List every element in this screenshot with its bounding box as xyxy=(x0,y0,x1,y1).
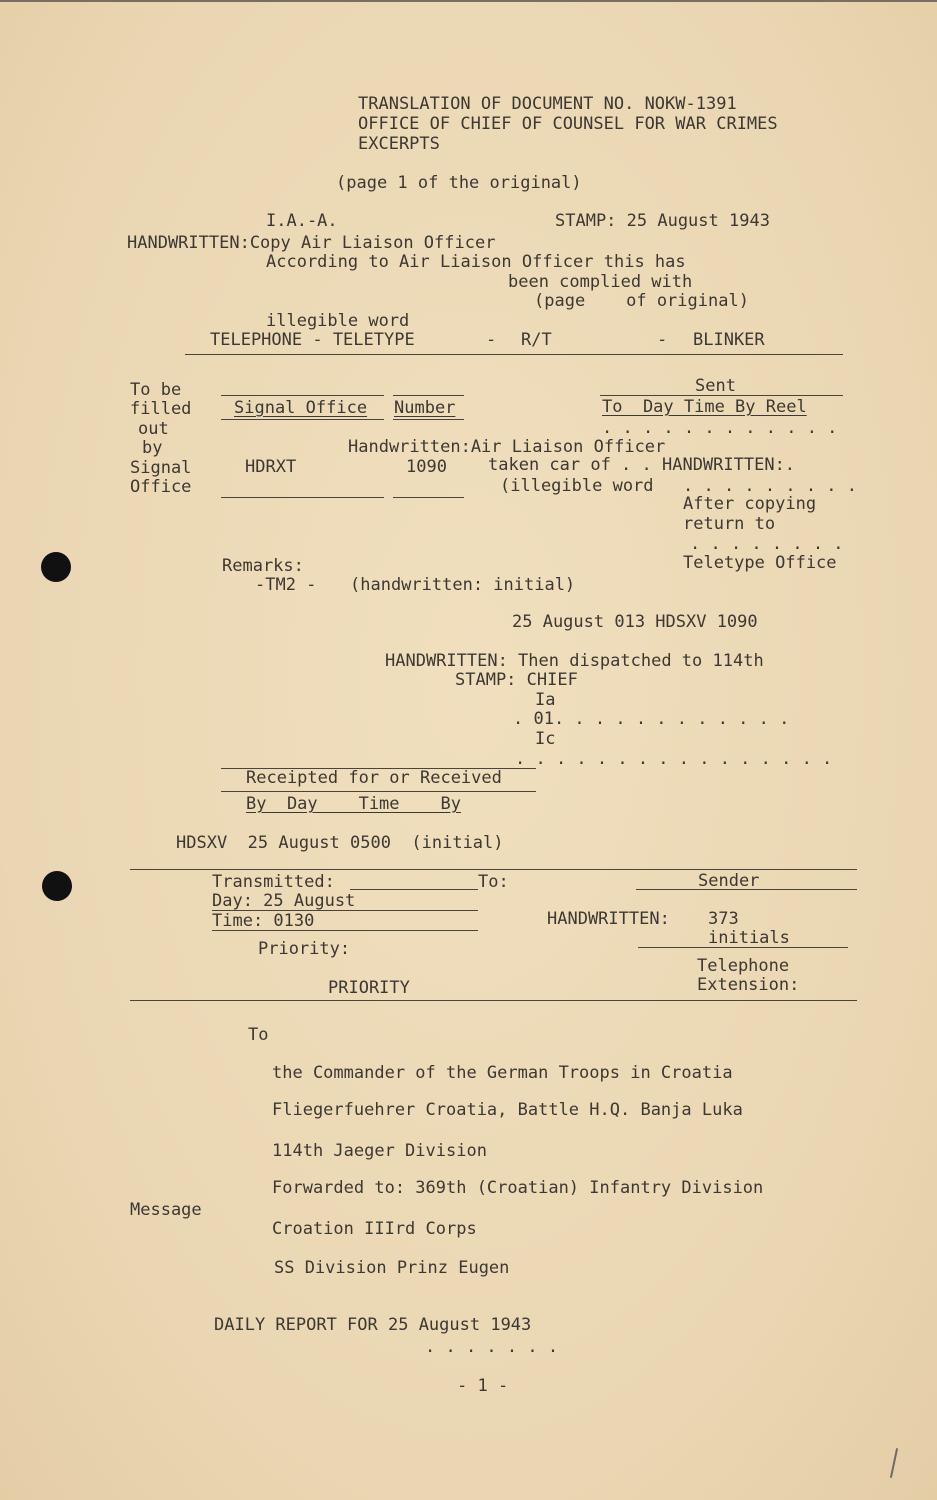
dotted-fill: . . . . . . . . xyxy=(690,534,844,554)
telephone-label: Telephone xyxy=(697,956,790,976)
number-header: Number xyxy=(394,398,456,418)
recipient-line: 114th Jaeger Division xyxy=(272,1141,487,1161)
return-to: return to xyxy=(683,514,776,534)
sender-initials: initials xyxy=(708,928,790,948)
recipient-line: Forwarded to: 369th (Croatian) Infantry Division xyxy=(272,1178,764,1198)
sent-header: Sent xyxy=(695,376,736,396)
rule-line xyxy=(221,395,384,396)
rule-line xyxy=(221,791,536,792)
sent-columns: To Day Time By Reel xyxy=(602,397,807,417)
divider-line xyxy=(185,354,843,355)
ia-item: Ia xyxy=(535,690,556,710)
dotted-fill: . . . . . . . . . xyxy=(683,476,857,496)
rule-line xyxy=(350,889,478,890)
page-of-original: (page of original) xyxy=(534,291,749,311)
side-label-line: by xyxy=(142,438,163,458)
receipted-columns: By Day Time By xyxy=(246,794,461,814)
office-title: OFFICE OF CHIEF OF COUNSEL FOR WAR CRIMES xyxy=(358,114,778,134)
complied-line: been complied with xyxy=(508,272,693,292)
dotted-fill: . . . . . . . xyxy=(425,1337,559,1357)
recipient-line: SS Division Prinz Eugen xyxy=(274,1258,510,1278)
to-label: To: xyxy=(478,872,509,892)
receipted-header: Receipted for or Received xyxy=(246,768,502,788)
ia-label: I.A.-A. xyxy=(266,211,338,231)
o1-item: . 01. . . . . . . . . . . . xyxy=(513,709,790,729)
telephone-teletype: TELEPHONE - TELETYPE xyxy=(210,330,415,350)
side-label-line: filled xyxy=(130,399,192,419)
page-reference: (page 1 of the original) xyxy=(336,173,582,193)
sender-label: Sender xyxy=(698,871,760,891)
remarks-label: Remarks: xyxy=(222,556,304,576)
rule-line xyxy=(393,497,464,498)
message-label: Message xyxy=(130,1200,202,1220)
divider-line xyxy=(130,1000,857,1001)
rt-label: R/T xyxy=(521,330,552,350)
punch-hole xyxy=(42,871,72,901)
rule-line xyxy=(221,497,384,498)
signal-office-header: Signal Office xyxy=(234,398,368,418)
divider-line xyxy=(130,869,857,870)
extension-label: Extension: xyxy=(697,975,800,995)
translation-title: TRANSLATION OF DOCUMENT NO. NOKW-1391 xyxy=(358,94,737,114)
handwritten-initial: (handwritten: initial) xyxy=(350,575,576,595)
illegible-word-2: (illegible word xyxy=(500,476,654,496)
dotted-fill: . . . . . . . . . . . . xyxy=(602,418,838,438)
tm2-mark: -TM2 - xyxy=(255,575,317,595)
rule-line xyxy=(393,395,464,396)
rule-line xyxy=(638,947,848,948)
signal-number: 1090 xyxy=(406,457,447,477)
side-label-line: Office xyxy=(130,477,192,497)
day-field: Day: 25 August xyxy=(212,891,356,911)
according-line: According to Air Liaison Officer this has xyxy=(266,252,686,272)
rule-line xyxy=(600,395,843,396)
illegible-word: illegible word xyxy=(266,311,410,331)
blinker-label: BLINKER xyxy=(693,330,765,350)
date-line: 25 August 013 HDSXV 1090 xyxy=(512,612,758,632)
priority-label: Priority: xyxy=(258,939,351,959)
message-to: To xyxy=(248,1025,269,1045)
dispatched-line: HANDWRITTEN: Then dispatched to 114th xyxy=(385,651,764,671)
rule-line xyxy=(636,889,857,890)
sender-number: 373 xyxy=(708,909,739,929)
recipient-line: the Commander of the German Troops in Croatia xyxy=(272,1063,733,1083)
hdsxv-line: HDSXV 25 August 0500 (initial) xyxy=(176,833,504,853)
handwritten-air-liaison: Handwritten:Air Liaison Officer xyxy=(348,437,666,457)
dotted-fill: . . . . . . . . . . . . . . . . xyxy=(515,749,833,769)
daily-report-title: DAILY REPORT FOR 25 August 1943 xyxy=(214,1315,532,1335)
ic-item: Ic xyxy=(535,729,556,749)
stamp-date: STAMP: 25 August 1943 xyxy=(555,211,770,231)
side-label-line: To be xyxy=(130,380,182,400)
rule-line xyxy=(212,930,478,931)
page-number: - 1 - xyxy=(457,1376,509,1396)
time-field: Time: 0130 xyxy=(212,911,315,931)
recipient-line: Croation IIIrd Corps xyxy=(272,1219,477,1239)
rule-line xyxy=(221,419,384,420)
rule-line xyxy=(393,419,464,420)
dash-separator: - xyxy=(486,330,497,350)
punch-hole xyxy=(41,552,71,582)
handwritten-copy: HANDWRITTEN:Copy Air Liaison Officer xyxy=(127,233,496,253)
signal-office-code: HDRXT xyxy=(245,457,297,477)
stamp-chief: STAMP: CHIEF xyxy=(455,670,578,690)
transmitted-label: Transmitted: xyxy=(212,872,335,892)
side-label-line: out xyxy=(138,419,169,439)
recipient-line: Fliegerfuehrer Croatia, Battle H.Q. Banja Luka xyxy=(272,1100,743,1120)
side-label-line: Signal xyxy=(130,458,192,478)
dash-separator: - xyxy=(657,330,668,350)
teletype-office: Teletype Office xyxy=(683,553,837,573)
priority-value: PRIORITY xyxy=(328,978,410,998)
handwritten-label: HANDWRITTEN: xyxy=(547,909,670,929)
excerpts-label: EXCERPTS xyxy=(358,134,440,154)
pencil-mark xyxy=(890,1448,898,1478)
after-copying: After copying xyxy=(683,494,817,514)
taken-care-line: taken car of . . HANDWRITTEN:. xyxy=(488,455,796,475)
scan-edge xyxy=(0,0,937,2)
